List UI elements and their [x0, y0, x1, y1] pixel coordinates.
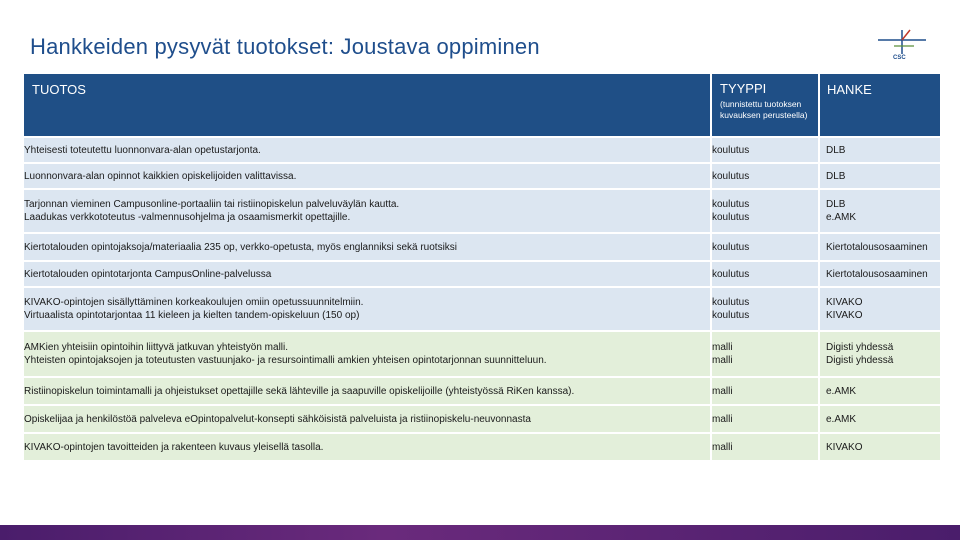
tyyppi-line: malli	[712, 355, 733, 366]
cell-hanke	[818, 288, 940, 330]
logo-text: CSC	[893, 55, 906, 61]
cell-tyyppi	[710, 234, 818, 260]
table-row	[24, 288, 940, 332]
tuotos-line: Virtuaalista opintotarjontaa 11 kieleen ja kielten tandem-opiskeluun (150 op)	[24, 310, 360, 321]
tuotos-line: AMKien yhteisiin opintoihin liittyvä jatkuvan yhteistyön malli.	[24, 342, 289, 353]
table-row	[24, 164, 940, 190]
cell-tuotos	[24, 378, 710, 404]
header-tyyppi-note: (tunnistettu tuotoksen kuvauksen perusteella)	[720, 99, 808, 120]
tuotos-line: Luonnonvara-alan opinnot kaikkien opiskelijoiden valittavissa.	[24, 170, 297, 182]
cell-tuotos	[24, 434, 710, 460]
cell-hanke	[818, 378, 940, 404]
tyyppi-line: malli	[712, 385, 733, 397]
tuotos-line: KIVAKO-opintojen sisällyttäminen korkeakoulujen omiin opetussuunnitelmiin.	[24, 297, 364, 308]
cell-hanke	[818, 332, 940, 376]
hanke-line: DLB	[826, 144, 846, 156]
cell-hanke	[818, 234, 940, 260]
table-row	[24, 190, 940, 234]
tyyppi-line: koulutus	[712, 268, 750, 280]
cell-hanke	[818, 406, 940, 432]
hanke-line: KIVAKO	[826, 310, 863, 321]
hanke-line: DLB	[826, 170, 846, 182]
cell-tuotos	[24, 190, 710, 232]
tuotos-line: Kiertotalouden opintojaksoja/materiaalia 235 op, verkko-opetusta, myös englanniksi sekä ruotsiksi	[24, 241, 458, 253]
table-row	[24, 332, 940, 378]
hanke-line: e.AMK	[826, 413, 857, 425]
hanke-line: DLB	[826, 199, 846, 210]
hanke-line: e.AMK	[826, 212, 857, 223]
cell-tyyppi	[710, 164, 818, 188]
table-row	[24, 406, 940, 434]
table-header	[24, 74, 940, 138]
tyyppi-line: malli	[712, 441, 733, 453]
cell-tyyppi	[710, 434, 818, 460]
tyyppi-line: koulutus	[712, 199, 750, 210]
table-row	[24, 378, 940, 406]
header-tyyppi-label: TYYPPI	[720, 81, 767, 96]
cell-tyyppi	[710, 378, 818, 404]
header-tyyppi	[710, 74, 818, 136]
tuotos-line: Tarjonnan vieminen Campusonline-portaaliin tai ristiinopiskelun palveluväylän kautta.	[24, 199, 400, 210]
footer-bar	[0, 525, 960, 540]
cell-tuotos	[24, 138, 710, 162]
tuotos-line: Kiertotalouden opintotarjonta CampusOnline-palvelussa	[24, 268, 272, 280]
table-row	[24, 138, 940, 164]
tyyppi-line: malli	[712, 342, 733, 353]
tuotos-line: Yhteisten opintojaksojen ja toteutusten vastuunjako- ja resursointimalli amkien yhteisen opintotarjonnan suunnitteluun.	[24, 355, 547, 366]
header-hanke: HANKE	[818, 74, 940, 136]
hanke-line: Kiertotalousosaaminen	[826, 268, 928, 280]
cell-hanke	[818, 164, 940, 188]
table-row	[24, 434, 940, 462]
table-row	[24, 234, 940, 262]
cell-tyyppi	[710, 138, 818, 162]
cell-tyyppi	[710, 406, 818, 432]
tuotos-line: Ristiinopiskelun toimintamalli ja ohjeistukset opettajille sekä lähteville ja saapuville opiskelijoille (yhteistyössä RiKen kanssa).	[24, 385, 575, 397]
cell-tuotos	[24, 262, 710, 286]
tuotos-line: Laadukas verkkototeutus -valmennusohjelma ja osaamismerkit opettajille.	[24, 212, 351, 223]
hanke-line: Digisti yhdessä	[826, 342, 894, 353]
cell-tyyppi	[710, 288, 818, 330]
hanke-line: Digisti yhdessä	[826, 355, 894, 366]
cell-tyyppi	[710, 332, 818, 376]
page-title: Hankkeiden pysyvät tuotokset: Joustava oppiminen	[30, 34, 540, 59]
cell-hanke	[818, 434, 940, 460]
tyyppi-line: koulutus	[712, 297, 750, 308]
outputs-table	[24, 74, 940, 462]
tyyppi-line: malli	[712, 413, 733, 425]
table-body	[24, 138, 940, 462]
table-row	[24, 262, 940, 288]
hanke-line: KIVAKO	[826, 297, 863, 308]
cell-tyyppi	[710, 262, 818, 286]
tyyppi-line: koulutus	[712, 144, 750, 156]
cell-hanke	[818, 190, 940, 232]
cell-tuotos	[24, 406, 710, 432]
tyyppi-line: koulutus	[712, 241, 750, 253]
cell-hanke	[818, 138, 940, 162]
cell-tuotos	[24, 332, 710, 376]
cell-tuotos	[24, 288, 710, 330]
cell-hanke	[818, 262, 940, 286]
header-tuotos: TUOTOS	[32, 82, 86, 97]
tyyppi-line: koulutus	[712, 170, 750, 182]
hanke-line: KIVAKO	[826, 441, 863, 453]
cell-tuotos	[24, 234, 710, 260]
tuotos-line: Yhteisesti toteutettu luonnonvara-alan opetustarjonta.	[24, 144, 261, 156]
cell-tuotos	[24, 164, 710, 188]
tuotos-line: KIVAKO-opintojen tavoitteiden ja rakenteen kuvaus yleisellä tasolla.	[24, 441, 324, 453]
csc-logo-icon	[874, 28, 930, 68]
hanke-line: e.AMK	[826, 385, 857, 397]
cell-tyyppi	[710, 190, 818, 232]
hanke-line: Kiertotalousosaaminen	[826, 241, 928, 253]
tyyppi-line: koulutus	[712, 310, 750, 321]
tuotos-line: Opiskelijaa ja henkilöstöä palveleva eOpintopalvelut-konsepti sähköisistä palveluista ja ristiinopiskelu-neuvonnasta	[24, 413, 531, 425]
tyyppi-line: koulutus	[712, 212, 750, 223]
